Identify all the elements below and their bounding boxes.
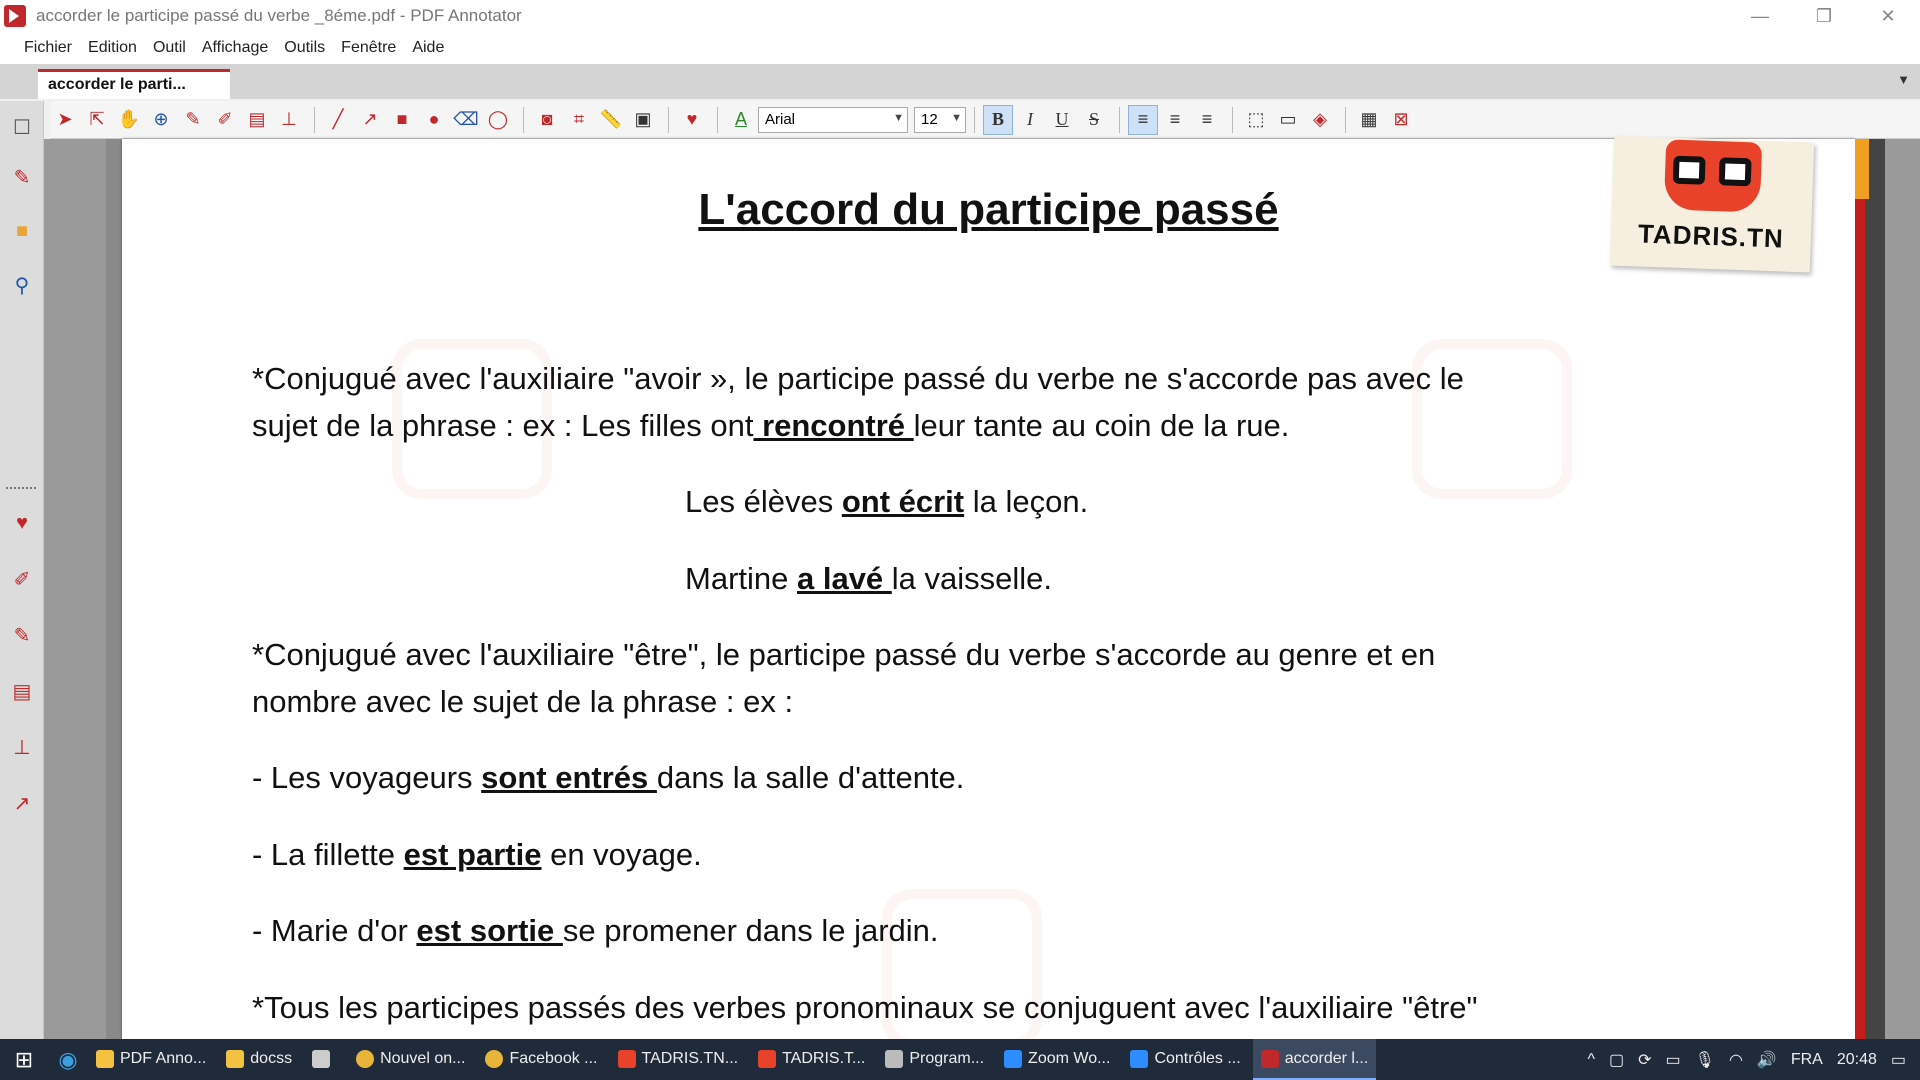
taskbar-item-label: Zoom Wo... <box>1028 1049 1111 1067</box>
notifications-icon[interactable]: ▭ <box>1890 1051 1906 1069</box>
logo-text: TADRIS.TN <box>1637 218 1785 254</box>
text-run: - La fillette <box>252 837 404 872</box>
page-view-icon[interactable]: ☐ <box>13 116 31 139</box>
select-arrow-icon[interactable]: ➤ <box>57 109 73 129</box>
example-fillette <box>252 831 702 878</box>
text-run: Les élèves <box>685 484 842 519</box>
menu-outils[interactable]: Outils <box>284 39 326 56</box>
text-box-icon[interactable]: ▤ <box>248 109 266 129</box>
paragraph-pronominaux <box>252 984 1478 1031</box>
show-annotations-icon[interactable]: ▦ <box>1360 109 1378 129</box>
hand-pan-icon[interactable]: ✋ <box>117 109 141 129</box>
folder-icon <box>226 1050 244 1068</box>
example-voyageurs <box>252 754 964 801</box>
edge-browser-icon[interactable]: ◉ <box>58 1046 78 1072</box>
taskbar-item-label: docss <box>250 1049 293 1067</box>
paragraph-etre-line1 <box>252 631 1435 678</box>
pdf-annotator-icon <box>1261 1050 1279 1068</box>
tab-list-dropdown-icon[interactable]: ▼ <box>1897 72 1910 87</box>
toolbar-separator <box>974 107 975 133</box>
text-run: dans la salle d'attente. <box>656 760 965 795</box>
text-run: la leçon. <box>964 484 1089 519</box>
text-run: sujet de la phrase : ex : Les filles ont <box>252 408 754 443</box>
pen-tool-icon[interactable]: ✎ <box>13 166 31 189</box>
logo-mascot-icon <box>1664 139 1762 212</box>
windows-taskbar <box>0 1039 1920 1080</box>
taskbar-item-program[interactable] <box>877 1039 992 1080</box>
minimize-icon[interactable]: — <box>1751 5 1769 26</box>
menu-outil[interactable]: Outil <box>152 39 186 56</box>
highlighter-icon[interactable]: ✐ <box>217 109 233 129</box>
text-run: - Marie d'or <box>252 913 417 948</box>
example-marie <box>252 907 939 954</box>
restore-icon[interactable]: ❐ <box>1815 5 1833 26</box>
text-run: nombre avec le sujet de la phrase : ex : <box>252 684 794 719</box>
underlined-participle: sont entrés <box>481 760 657 795</box>
taskbar-item-label: TADRIS.T... <box>782 1049 866 1067</box>
chevron-down-icon: ▼ <box>951 111 962 124</box>
camera-icon[interactable]: ◙ <box>541 109 553 129</box>
toolbar-separator <box>1119 107 1120 133</box>
insert-image-icon[interactable]: ▣ <box>634 109 652 129</box>
pen-icon[interactable]: ✎ <box>185 109 201 129</box>
bold-button[interactable]: B <box>983 105 1013 135</box>
sidebar-divider <box>6 487 36 489</box>
volume-icon[interactable]: 🔊 <box>1756 1051 1777 1069</box>
favorites-heart-icon[interactable]: ♥ <box>686 109 698 129</box>
text-run: Martine <box>685 561 797 596</box>
taskbar-item-label: Nouvel on... <box>380 1049 466 1067</box>
taskbar-item-label: accorder l... <box>1284 1049 1369 1067</box>
underlined-participle: a lavé <box>796 561 892 596</box>
menu-aide[interactable]: Aide <box>412 39 445 56</box>
text-run: en voyage. <box>541 837 702 872</box>
menu-affichage[interactable]: Affichage <box>201 39 269 56</box>
taskbar-item-zoom-controles[interactable] <box>1122 1039 1248 1080</box>
tadris-icon <box>758 1050 776 1068</box>
clock[interactable]: 20:48 <box>1836 1050 1877 1068</box>
toolbar-separator <box>1345 107 1346 133</box>
toolbar-separator <box>717 107 718 133</box>
window-title: accorder le participe passé du verbe _8éme.pdf - PDF Annotator <box>36 6 522 25</box>
crop-icon[interactable]: ⌗ <box>573 109 585 129</box>
zoom-icon <box>1130 1050 1148 1068</box>
pdf-page[interactable] <box>122 139 1855 1039</box>
left-sidebar <box>0 101 44 1039</box>
stamp-icon[interactable]: ⊥ <box>281 109 297 129</box>
taskbar-item-zoom[interactable] <box>996 1039 1118 1080</box>
folder-icon <box>96 1050 114 1068</box>
underlined-participle: est partie <box>403 837 542 872</box>
taskbar-item-label: Program... <box>909 1049 985 1067</box>
text-run: *Tous les participes passés des verbes pronominaux se conjuguent avec l'auxiliaire "être" <box>252 990 1478 1025</box>
align-center-icon[interactable]: ≡ <box>1169 109 1181 129</box>
stamp-icon[interactable]: ⊥ <box>13 736 31 759</box>
paragraph-avoir-line1 <box>252 355 1464 402</box>
document-tab[interactable]: accorder le parti... <box>38 69 230 99</box>
taskbar-item-label: PDF Anno... <box>120 1049 207 1067</box>
document-tab-bar <box>0 64 1920 99</box>
close-icon[interactable]: ✕ <box>1880 5 1896 26</box>
line-icon[interactable]: ╱ <box>332 109 344 129</box>
toolbar-separator <box>668 107 669 133</box>
fill-color-icon[interactable]: ◈ <box>1313 109 1327 129</box>
annotation-toolbar <box>50 101 1920 139</box>
font-family-select[interactable] <box>758 107 908 133</box>
text-run: la vaisselle. <box>891 561 1053 596</box>
border-style-icon[interactable]: ⬚ <box>1247 109 1265 129</box>
window-controls <box>1728 0 1920 32</box>
attachment-icon[interactable]: ⚲ <box>14 274 30 297</box>
font-color-icon[interactable]: A <box>734 109 747 129</box>
menu-fenetre[interactable]: Fenêtre <box>341 39 397 56</box>
taskbar-item-accorder[interactable] <box>1253 1039 1377 1080</box>
toolbar-separator <box>1232 107 1233 133</box>
show-hidden-icons-icon[interactable]: ^ <box>1587 1050 1595 1068</box>
example-eleves <box>685 478 1088 525</box>
taskbar-item-pdf-annotator[interactable] <box>88 1039 214 1080</box>
text-run: se promener dans le jardin. <box>562 913 939 948</box>
toolbar-separator <box>523 107 524 133</box>
page-right-edge <box>1855 139 1885 1039</box>
folder-icon[interactable]: ■ <box>15 219 29 242</box>
zoom-icon <box>1004 1050 1022 1068</box>
eraser-icon[interactable]: ⌫ <box>453 109 479 129</box>
paragraph-avoir-line2 <box>252 402 1289 449</box>
example-martine <box>685 555 1052 602</box>
lasso-icon[interactable]: ◯ <box>487 109 509 129</box>
zoom-icon[interactable]: ⊕ <box>153 109 169 129</box>
taskbar-item-tadris-2[interactable] <box>750 1039 873 1080</box>
taskbar-item-label: TADRIS.TN... <box>641 1049 739 1067</box>
favorites-heart-icon[interactable]: ♥ <box>16 511 28 534</box>
calculator-icon <box>312 1050 330 1068</box>
document-heading: L'accord du participe passé <box>698 185 1279 234</box>
taskbar-item-label: Contrôles ... <box>1154 1049 1241 1067</box>
meeting-icon[interactable]: ▢ <box>1608 1051 1625 1069</box>
text-run: - Les voyageurs <box>252 760 482 795</box>
chrome-icon <box>485 1050 503 1068</box>
menu-edition[interactable]: Edition <box>88 39 137 56</box>
taskbar-item-docss[interactable] <box>218 1039 300 1080</box>
text-run: leur tante au coin de la rue. <box>913 408 1290 443</box>
logo-eye-right <box>1719 157 1752 186</box>
highlighter-icon[interactable]: ✐ <box>13 568 31 591</box>
tadris-logo <box>1610 136 1814 273</box>
align-left-icon[interactable]: ≡ <box>1128 105 1158 135</box>
update-icon[interactable]: ⟳ <box>1638 1051 1652 1069</box>
marker-icon[interactable]: ✎ <box>13 624 31 647</box>
font-size-select[interactable] <box>914 107 966 133</box>
tadris-icon <box>618 1050 636 1068</box>
wifi-icon[interactable]: ◠ <box>1728 1051 1743 1069</box>
menu-fichier[interactable]: Fichier <box>24 39 73 56</box>
italic-button[interactable]: I <box>1027 109 1033 129</box>
font-family-value: Arial <box>765 111 796 128</box>
logo-eye-left <box>1673 156 1706 185</box>
font-size-value: 12 <box>921 111 938 128</box>
taskbar-item-chrome-facebook[interactable] <box>477 1039 605 1080</box>
taskbar-item-label: Facebook ... <box>509 1049 598 1067</box>
underline-button[interactable]: U <box>1055 109 1069 129</box>
rectangle-icon[interactable]: ■ <box>396 109 408 129</box>
menu-bar <box>0 32 1920 64</box>
title-bar <box>0 0 1920 32</box>
text-box-icon[interactable]: ▤ <box>12 680 32 703</box>
frame-style-icon[interactable]: ▭ <box>1279 109 1297 129</box>
align-right-icon[interactable]: ≡ <box>1201 109 1213 129</box>
underlined-participle: ont écrit <box>841 484 965 519</box>
ellipse-icon[interactable]: ● <box>428 109 440 129</box>
language-indicator[interactable]: FRA <box>1790 1050 1823 1068</box>
document-viewport[interactable] <box>44 139 1920 1039</box>
select-text-icon[interactable]: ⇱ <box>89 109 105 129</box>
arrow-line-icon[interactable]: ↗ <box>362 109 378 129</box>
taskbar-item-chrome-nouvel[interactable] <box>348 1039 473 1080</box>
program-icon <box>885 1050 903 1068</box>
ruler-icon[interactable]: 📏 <box>599 109 623 129</box>
battery-icon[interactable]: ▭ <box>1665 1051 1681 1069</box>
hide-annotations-icon[interactable]: ⊠ <box>1393 109 1409 129</box>
text-run: *Conjugué avec l'auxiliaire "être", le participe passé du verbe s'accorde au genre et en <box>252 637 1436 672</box>
system-tray <box>1587 1039 1920 1080</box>
taskbar-item-tadris-1[interactable] <box>610 1039 747 1080</box>
chrome-icon <box>356 1050 374 1068</box>
pdf-annotator-app-icon[interactable] <box>4 5 26 27</box>
toolbar-separator <box>314 107 315 133</box>
text-run: *Conjugué avec l'auxiliaire "avoir », le participe passé du verbe ne s'accorde pas avec le <box>252 361 1464 396</box>
windows-start-icon[interactable]: ⊞ <box>14 1046 34 1072</box>
strikethrough-button[interactable]: S <box>1088 109 1099 129</box>
underlined-participle: rencontré <box>753 408 914 443</box>
microphone-icon[interactable]: 🎙 <box>1694 1051 1715 1069</box>
arrow-tool-icon[interactable]: ↗ <box>13 792 31 815</box>
underlined-participle: est sortie <box>416 913 563 948</box>
chevron-down-icon: ▼ <box>893 111 904 124</box>
paragraph-etre-line2 <box>252 678 793 725</box>
taskbar-item-calculator[interactable] <box>304 1039 344 1080</box>
